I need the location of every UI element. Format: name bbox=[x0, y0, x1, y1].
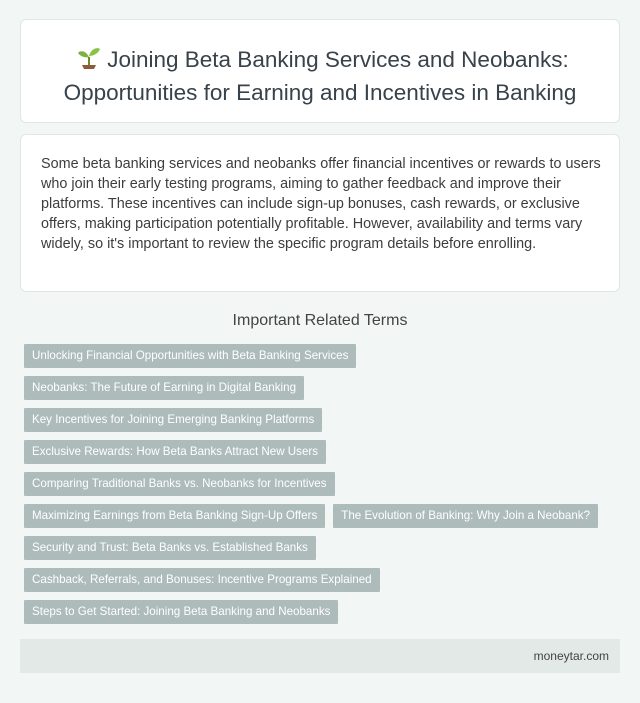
related-term-tag[interactable]: Exclusive Rewards: How Beta Banks Attract New Users bbox=[24, 440, 326, 464]
related-terms-list bbox=[24, 344, 624, 632]
related-term-tag[interactable]: Maximizing Earnings from Beta Banking Sign-Up Offers bbox=[24, 504, 325, 528]
related-term-tag[interactable]: Steps to Get Started: Joining Beta Banking and Neobanks bbox=[24, 600, 338, 624]
related-term-tag[interactable]: Security and Trust: Beta Banks vs. Established Banks bbox=[24, 536, 316, 560]
related-term-tag[interactable]: The Evolution of Banking: Why Join a Neobank? bbox=[333, 504, 598, 528]
title-line-2: Opportunities for Earning and Incentives in Banking bbox=[63, 80, 577, 105]
related-term-tag[interactable]: Cashback, Referrals, and Bonuses: Incentive Programs Explained bbox=[24, 568, 380, 592]
summary-text: Some beta banking services and neobanks offer financial incentives or rewards to users who join their early testing programs, aiming to gather feedback and improve their platforms. These incentives can include sign-up bonuses, cash rewards, or exclusive offers, making participation potentially profitable. However, availability and terms vary widely, so it's important to review the specific program details before enrolling. bbox=[41, 156, 601, 253]
summary-card bbox=[20, 134, 620, 292]
site-link[interactable]: moneytar.com bbox=[533, 649, 609, 663]
title-card bbox=[20, 19, 620, 123]
related-term-tag[interactable]: Unlocking Financial Opportunities with Beta Banking Services bbox=[24, 344, 356, 368]
related-term-tag[interactable]: Key Incentives for Joining Emerging Banking Platforms bbox=[24, 408, 322, 432]
related-terms-heading: Important Related Terms bbox=[232, 312, 408, 329]
title-line-1: Joining Beta Banking Services and Neobanks: bbox=[107, 47, 569, 72]
sprout-icon bbox=[71, 45, 107, 77]
related-term-tag[interactable]: Neobanks: The Future of Earning in Digital Banking bbox=[24, 376, 304, 400]
footer bbox=[20, 639, 620, 673]
related-term-tag[interactable]: Comparing Traditional Banks vs. Neobanks for Incentives bbox=[24, 472, 335, 496]
page-title bbox=[21, 44, 619, 108]
